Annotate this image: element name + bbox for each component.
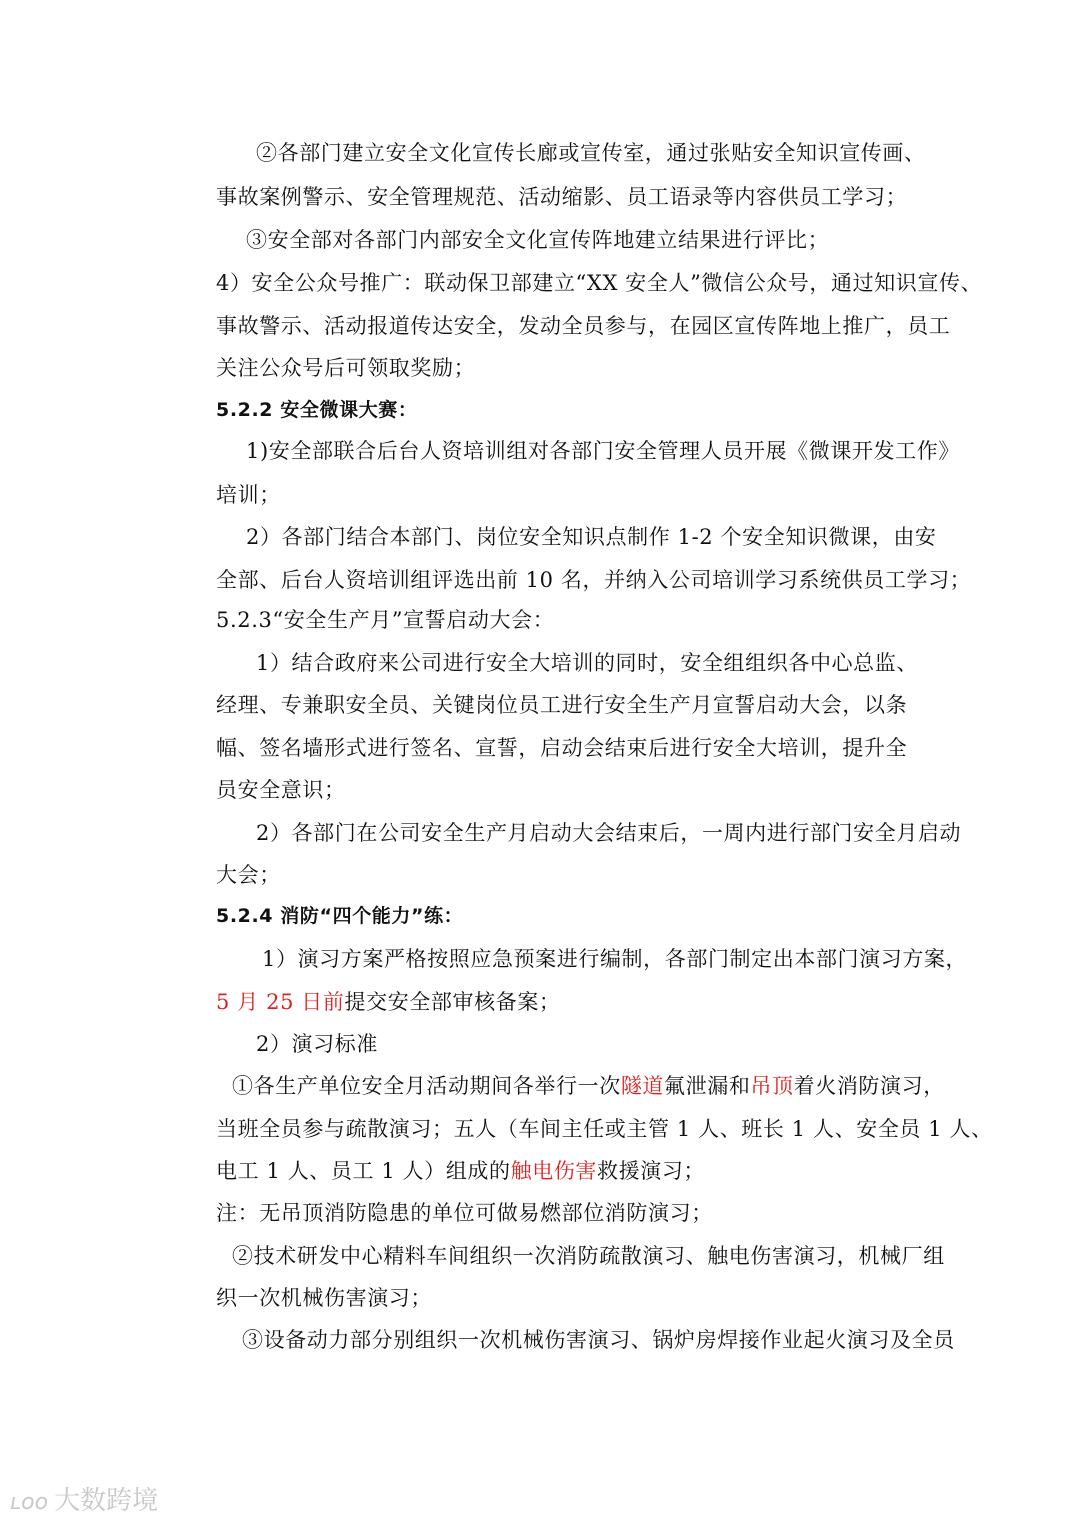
watermark-text: 大数跨境 xyxy=(54,1486,159,1516)
text-line: 经理、专兼职安全员、关键岗位员工进行安全生产月宣誓启动大会，以条 xyxy=(216,693,908,717)
highlight-term: 吊顶 xyxy=(750,1074,794,1098)
highlight-term: 触电伤害 xyxy=(510,1159,598,1183)
text-line: 事故案例警示、安全管理规范、活动缩影、员工语录等内容供员工学习； xyxy=(216,185,908,209)
section-heading: 5.2.2 安全微课大赛： xyxy=(216,399,418,421)
text-segment: 救援演习； xyxy=(597,1159,706,1183)
text-line: 1）演习方案严格按照应急预案进行编制，各部门制定出本部门演习方案， xyxy=(262,947,968,971)
text-line: 2）演习标准 xyxy=(256,1032,378,1056)
text-line: 4）安全公众号推广：联动保卫部建立“XX 安全人”微信公众号，通过知识宣传、 xyxy=(216,271,983,295)
text-line: 当班全员参与疏散演习；五人（车间主任或主管 1 人、班长 1 人、安全员 1 人、 xyxy=(216,1117,993,1141)
text-line: ③安全部对各部门内部安全文化宣传阵地建立结果进行评比； xyxy=(246,228,830,252)
text-line: 全部、后台人资培训组评选出前 10 名，并纳入公司培训学习系统供员工学习； xyxy=(216,568,972,592)
text-segment: 电工 1 人、员工 1 人）组成的 xyxy=(216,1159,511,1183)
section-heading: 5.2.3“安全生产月”宣誓启动大会： xyxy=(216,608,555,632)
note-line: 注：无吊顶消防隐患的单位可做易燃部位消防演习； xyxy=(216,1201,713,1225)
text-segment: ①各生产单位安全月活动期间各举行一次 xyxy=(232,1074,621,1098)
text-segment: 氟泄漏和 xyxy=(664,1074,751,1098)
highlight-term: 隧道 xyxy=(620,1074,665,1098)
text-line: 大会； xyxy=(216,863,281,887)
text-line: ②各部门建立安全文化宣传长廊或宣传室，通过张贴安全知识宣传画、 xyxy=(256,141,926,165)
text-line: 员安全意识； xyxy=(216,778,346,802)
text-line xyxy=(232,1071,945,1101)
text-line: 事故警示、活动报道传达安全，发动全员参与，在园区宣传阵地上推广，员工 xyxy=(216,314,951,338)
text-line: 幅、签名墙形式进行签名、宣誓，启动会结束后进行安全大培训，提升全 xyxy=(216,736,908,760)
text-line xyxy=(216,987,561,1017)
highlight-deadline: 5 月 25 日前 xyxy=(216,990,345,1014)
text-line: 1）结合政府来公司进行安全大培训的同时，安全组组织各中心总监、 xyxy=(256,651,918,675)
text-line xyxy=(216,1156,705,1186)
watermark-logo-icon: ʟᴏᴏ xyxy=(10,1490,49,1515)
watermark xyxy=(10,1480,158,1517)
text-line: 2）各部门在公司安全生产月启动大会结束后，一周内进行部门安全月启动 xyxy=(256,821,962,845)
text-segment: 提交安全部审核备案； xyxy=(344,990,561,1014)
text-line: 关注公众号后可领取奖励； xyxy=(216,356,476,380)
text-line: 1)安全部联合后台人资培训组对各部门安全管理人员开展《微课开发工作》 xyxy=(246,439,960,463)
text-line: 织一次机械伤害演习； xyxy=(216,1286,432,1310)
section-heading: 5.2.4 消防“四个能力”练： xyxy=(216,905,464,927)
text-line: 2）各部门结合本部门、岗位安全知识点制作 1-2 个安全知识微课，由安 xyxy=(246,525,937,549)
text-segment: 着火消防演习， xyxy=(793,1074,945,1098)
text-line: 培训； xyxy=(216,483,281,507)
text-line: ③设备动力部分别组织一次机械伤害演习、锅炉房焊接作业起火演习及全员 xyxy=(242,1328,955,1352)
text-line: ②技术研发中心精料车间组织一次消防疏散演习、触电伤害演习，机械厂组 xyxy=(232,1244,945,1268)
